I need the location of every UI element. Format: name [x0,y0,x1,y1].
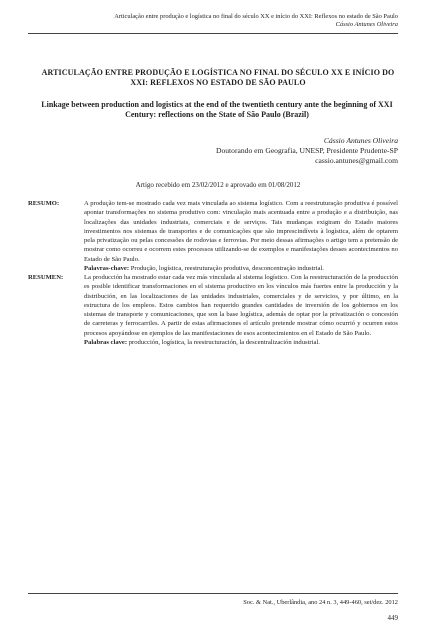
author-block [138,136,398,166]
keywords-text: Produção, logística, reestruturação produtiva, desconcentração industrial. [130,265,324,273]
keywords-text: producción, logística, la reestructuración, la descentralización industrial. [128,339,320,347]
abstract-portuguese [28,199,398,273]
running-head-author: Cássio Antunes Oliveira [335,21,398,28]
author-email[interactable]: cassio.antunes@gmail.com [315,156,398,165]
page-number: 449 [387,614,398,622]
received-approved-dates: Artigo recebido em 23/02/2012 e aprovado em 01/08/2012 [135,181,301,189]
running-head [18,13,398,29]
header-divider [28,33,398,34]
author-affiliation: Doutorando em Geografia, UNESP, Presidente Prudente-SP [215,146,398,155]
abstract-label: RESUMO: [28,200,60,207]
keywords-label: Palavras-chave: [84,265,130,273]
abstract-body [84,273,398,347]
running-head-title: Articulação entre produção e logística no final do século XX e início do XXI: Reflexos no estado de São Paulo [114,13,398,20]
abstract-text: A produção tem-se mostrado cada vez mais vinculada ao sistema logístico. Com a reestruturação produtiva é possível apontar transformações no sistema produtivo com: vinculação mais acentuada entre a produção e a distribuição, nas localizações das unidades industriais, comerciais e de serviços. Tais mudanças exigiram do Estado maiores investimentos nos sistemas de transportes e de comunicações que são imprescindíveis à logística, além de optarem pela privatização ou pelas concessões de rodovias e ferrovias. Por meio dessas afirmações o artigo tem a pretensão de mostrar como ocorreu e ocorrem estes processos utilizando-se de exemplos e manifestações desses acontecimentos no Estado de São Paulo. [84,200,398,263]
author-name: Cássio Antunes Oliveira [323,136,398,145]
keywords-label: Palabras clave: [84,339,128,347]
abstract-text: La producción ha mostrado estar cada vez más vinculada al sistema logístico. Con la reestructuración de la producción es posible identificar transformaciones en el sistema productivo en los vínculos más fuertes entre la producción y la distribución, en las localizaciones de las unidades industriales, comerciales y de servicios, y por último, en la estructura de los empleos. Estos cambios han requerido grandes cantidades de inversión de los gobiernos en los sistemas de transporte y comunicaciones, que son la base logística, además de optar por la privatización o concesión de carreteras y ferrocarriles. A partir de estas afirmaciones el artículo pretende mostrar cómo ocurrió y ocurren estos procesos apoyándose en ejemplos de las manifestaciones de esos acontecimientos en el Estado de São Paulo. [84,274,398,337]
abstract-label: RESUMEN: [28,274,64,281]
abstract-body [84,199,398,273]
article-title-portuguese: ARTICULAÇÃO ENTRE PRODUÇÃO E LOGÍSTICA NO FINAL DO SÉCULO XX E INÍCIO DO XXI: REFLEXOS NO ESTADO DE SÃO PAULO [41,68,395,87]
footer-divider [28,593,398,594]
article-title-english: Linkage between production and logistics at the end of the twentieth century ante the beginning of XXI Century: reflections on the State of São Paulo (Brazil) [41,100,393,119]
journal-citation: Soc. & Nat., Uberlândia, ano 24 n. 3, 449-460, set/dez. 2012 [243,599,398,606]
abstract-spanish [28,273,398,347]
